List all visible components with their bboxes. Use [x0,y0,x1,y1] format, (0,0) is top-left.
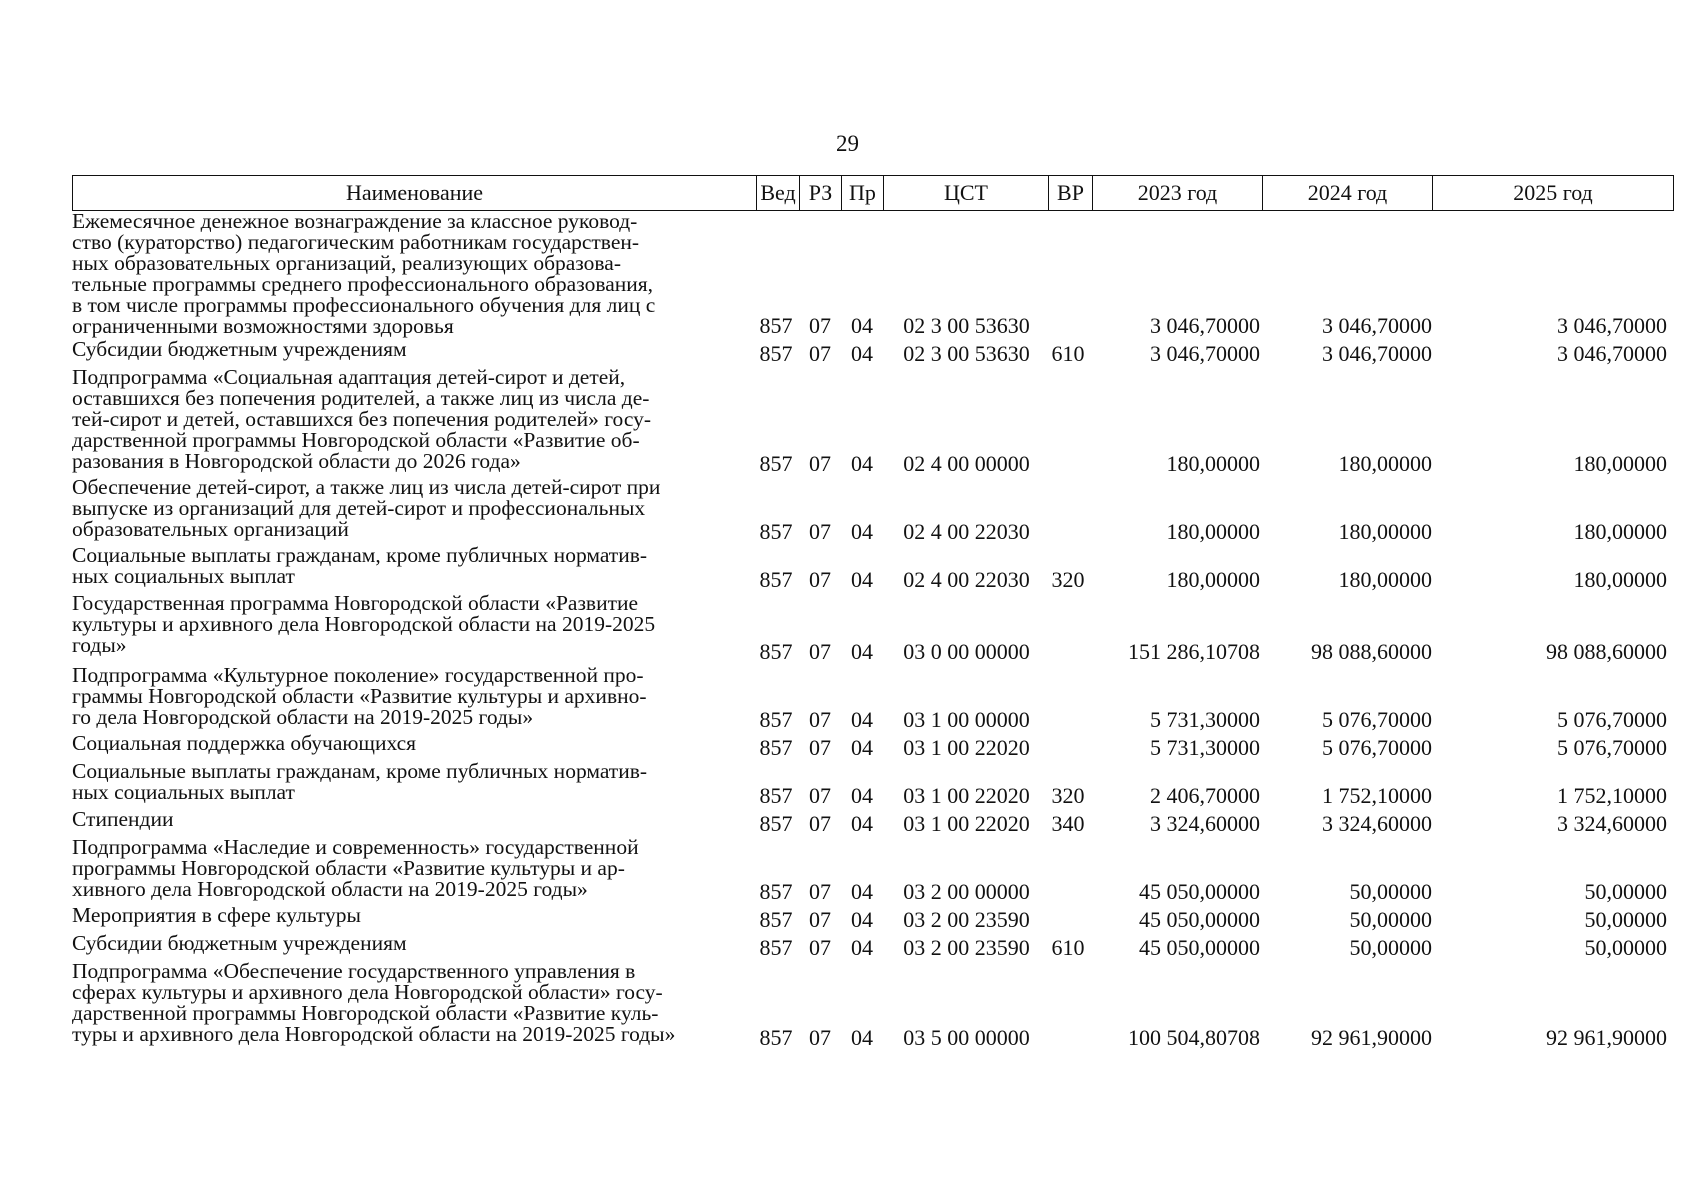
row-name: Подпрограмма «Социальная адаптация детей-сирот и детей, оставшихся без попечения родителей, а также лиц из числа де- тей-сирот и детей, оставшихся без попечения родителей» госу- дарственной программы Новгородской области «Развитие об- разования в Новгородской области до 2026 года» [72,365,652,473]
row-vr: 340 [1051,811,1085,836]
row-cst: 03 2 00 00000 [903,879,1030,904]
header-rz: РЗ [799,175,842,211]
row-pr: 04 [851,639,873,664]
header-name: Наименование [72,175,757,211]
row-vr: 320 [1051,783,1085,808]
row-cst: 03 1 00 22020 [903,811,1030,836]
header-2023: 2023 год [1092,175,1263,211]
table-row [72,665,1674,733]
table-row [72,933,1674,961]
row-ved: 857 [759,451,793,476]
row-pr: 04 [851,567,873,592]
row-2025: 98 088,60000 [1546,639,1667,664]
table-row [72,211,1674,339]
table-row [72,761,1674,809]
row-2024: 180,00000 [1338,567,1432,592]
row-ved: 857 [759,519,793,544]
row-2023: 45 050,00000 [1139,879,1260,904]
row-2025: 3 046,70000 [1557,313,1667,338]
row-ved: 857 [759,783,793,808]
row-2025: 3 324,60000 [1557,811,1667,836]
row-2023: 180,00000 [1166,567,1260,592]
row-rz: 07 [809,639,831,664]
header-pr: Пр [841,175,884,211]
row-name: Подпрограмма «Наследие и современность» государственной программы Новгородской области «Развитие культуры и ар- хивного дела Новгородской области на 2019-2025 годы» [72,835,639,901]
row-rz: 07 [809,935,831,960]
row-name: Подпрограмма «Культурное поколение» государственной про- граммы Новгородской области «Развитие культуры и архивно- го дела Новгородской области на 2019-2025 годы» [72,663,647,729]
row-pr: 04 [851,735,873,760]
row-rz: 07 [809,783,831,808]
row-pr: 04 [851,907,873,932]
row-2023: 3 324,60000 [1150,811,1260,836]
table-header [72,175,1674,211]
row-ved: 857 [759,707,793,732]
row-cst: 03 1 00 22020 [903,783,1030,808]
row-2025: 50,00000 [1584,935,1667,960]
row-2023: 100 504,80708 [1128,1025,1260,1050]
row-2024: 3 046,70000 [1322,313,1432,338]
table-row [72,477,1674,545]
row-2023: 3 046,70000 [1150,313,1260,338]
table-row [72,837,1674,905]
row-rz: 07 [809,1025,831,1050]
row-2024: 98 088,60000 [1311,639,1432,664]
row-pr: 04 [851,341,873,366]
row-rz: 07 [809,451,831,476]
row-cst: 03 2 00 23590 [903,907,1030,932]
row-cst: 03 1 00 00000 [903,707,1030,732]
row-name: Социальные выплаты гражданам, кроме публичных норматив- ных социальных выплат [72,543,648,588]
row-rz: 07 [809,811,831,836]
row-ved: 857 [759,567,793,592]
row-cst: 02 4 00 22030 [903,519,1030,544]
row-2025: 3 046,70000 [1557,341,1667,366]
row-name: Ежемесячное денежное вознаграждение за классное руковод- ство (кураторство) педагогическим работникам государствен- ных образовательных организаций, реализующих образова- тельные программы среднего профессионального образования, в том числе программы профессионального обучения для лиц с ограниченными возможностями здоровья [72,209,656,338]
row-2024: 1 752,10000 [1322,783,1432,808]
row-pr: 04 [851,707,873,732]
row-ved: 857 [759,811,793,836]
row-name: Обеспечение детей-сирот, а также лиц из числа детей-сирот при выпуске из организаций для детей-сирот и профессиональных образовательных организаций [72,475,661,541]
row-2024: 5 076,70000 [1322,735,1432,760]
row-cst: 03 0 00 00000 [903,639,1030,664]
row-pr: 04 [851,313,873,338]
header-ved: Вед [756,175,800,211]
row-name: Государственная программа Новгородской области «Развитие культуры и архивного дела Новгородской области на 2019-2025 годы» [72,591,656,657]
row-pr: 04 [851,811,873,836]
row-2024: 92 961,90000 [1311,1025,1432,1050]
row-name: Субсидии бюджетным учреждениям [72,931,407,955]
row-rz: 07 [809,707,831,732]
page-number: 29 [836,131,859,156]
row-2023: 2 406,70000 [1150,783,1260,808]
row-cst: 03 5 00 00000 [903,1025,1030,1050]
row-rz: 07 [809,879,831,904]
row-2025: 50,00000 [1584,879,1667,904]
row-2024: 5 076,70000 [1322,707,1432,732]
row-vr: 610 [1051,341,1085,366]
header-2025: 2025 год [1432,175,1674,211]
row-pr: 04 [851,783,873,808]
row-rz: 07 [809,907,831,932]
row-2023: 151 286,10708 [1128,639,1260,664]
row-vr: 320 [1051,567,1085,592]
row-ved: 857 [759,1025,793,1050]
row-pr: 04 [851,519,873,544]
row-2023: 45 050,00000 [1139,935,1260,960]
row-ved: 857 [759,879,793,904]
row-2025: 180,00000 [1573,567,1667,592]
table-body [72,211,1674,1051]
row-ved: 857 [759,639,793,664]
row-name: Субсидии бюджетным учреждениям [72,337,407,361]
table-row [72,961,1674,1051]
row-2023: 45 050,00000 [1139,907,1260,932]
row-pr: 04 [851,1025,873,1050]
row-2024: 50,00000 [1349,879,1432,904]
row-2025: 5 076,70000 [1557,707,1667,732]
row-ved: 857 [759,935,793,960]
table-row [72,367,1674,477]
row-2023: 3 046,70000 [1150,341,1260,366]
row-pr: 04 [851,451,873,476]
row-2025: 1 752,10000 [1557,783,1667,808]
row-2024: 50,00000 [1349,907,1432,932]
row-rz: 07 [809,567,831,592]
table-row [72,545,1674,593]
row-name: Стипендии [72,807,174,831]
row-cst: 02 4 00 00000 [903,451,1030,476]
table-row [72,905,1674,933]
table-row [72,593,1674,665]
header-vr: ВР [1048,175,1093,211]
row-cst: 03 1 00 22020 [903,735,1030,760]
row-name: Мероприятия в сфере культуры [72,903,361,927]
row-2023: 180,00000 [1166,451,1260,476]
row-name: Социальная поддержка обучающихся [72,731,417,755]
row-name: Социальные выплаты гражданам, кроме публичных норматив- ных социальных выплат [72,759,648,804]
row-vr: 610 [1051,935,1085,960]
row-rz: 07 [809,519,831,544]
row-2023: 5 731,30000 [1150,707,1260,732]
row-rz: 07 [809,735,831,760]
row-rz: 07 [809,313,831,338]
row-2024: 3 046,70000 [1322,341,1432,366]
row-2024: 50,00000 [1349,935,1432,960]
row-pr: 04 [851,879,873,904]
row-2025: 180,00000 [1573,451,1667,476]
row-2025: 180,00000 [1573,519,1667,544]
row-2024: 180,00000 [1338,451,1432,476]
header-2024: 2024 год [1262,175,1433,211]
table-row [72,809,1674,837]
row-2023: 5 731,30000 [1150,735,1260,760]
row-2023: 180,00000 [1166,519,1260,544]
row-ved: 857 [759,341,793,366]
table-row [72,339,1674,367]
row-cst: 03 2 00 23590 [903,935,1030,960]
row-2025: 92 961,90000 [1546,1025,1667,1050]
row-2024: 3 324,60000 [1322,811,1432,836]
row-name: Подпрограмма «Обеспечение государственного управления в сферах культуры и архивного дела Новгородской области» госу- дарственной программы Новгородской области «Развитие куль- туры и архивного дела Новгородской области на 2019-2025 годы» [72,959,676,1046]
row-cst: 02 4 00 22030 [903,567,1030,592]
row-2025: 5 076,70000 [1557,735,1667,760]
row-2025: 50,00000 [1584,907,1667,932]
row-pr: 04 [851,935,873,960]
row-cst: 02 3 00 53630 [903,313,1030,338]
row-rz: 07 [809,341,831,366]
row-ved: 857 [759,313,793,338]
table-row [72,733,1674,761]
header-cst: ЦСТ [883,175,1049,211]
row-2024: 180,00000 [1338,519,1432,544]
row-ved: 857 [759,735,793,760]
row-ved: 857 [759,907,793,932]
row-cst: 02 3 00 53630 [903,341,1030,366]
